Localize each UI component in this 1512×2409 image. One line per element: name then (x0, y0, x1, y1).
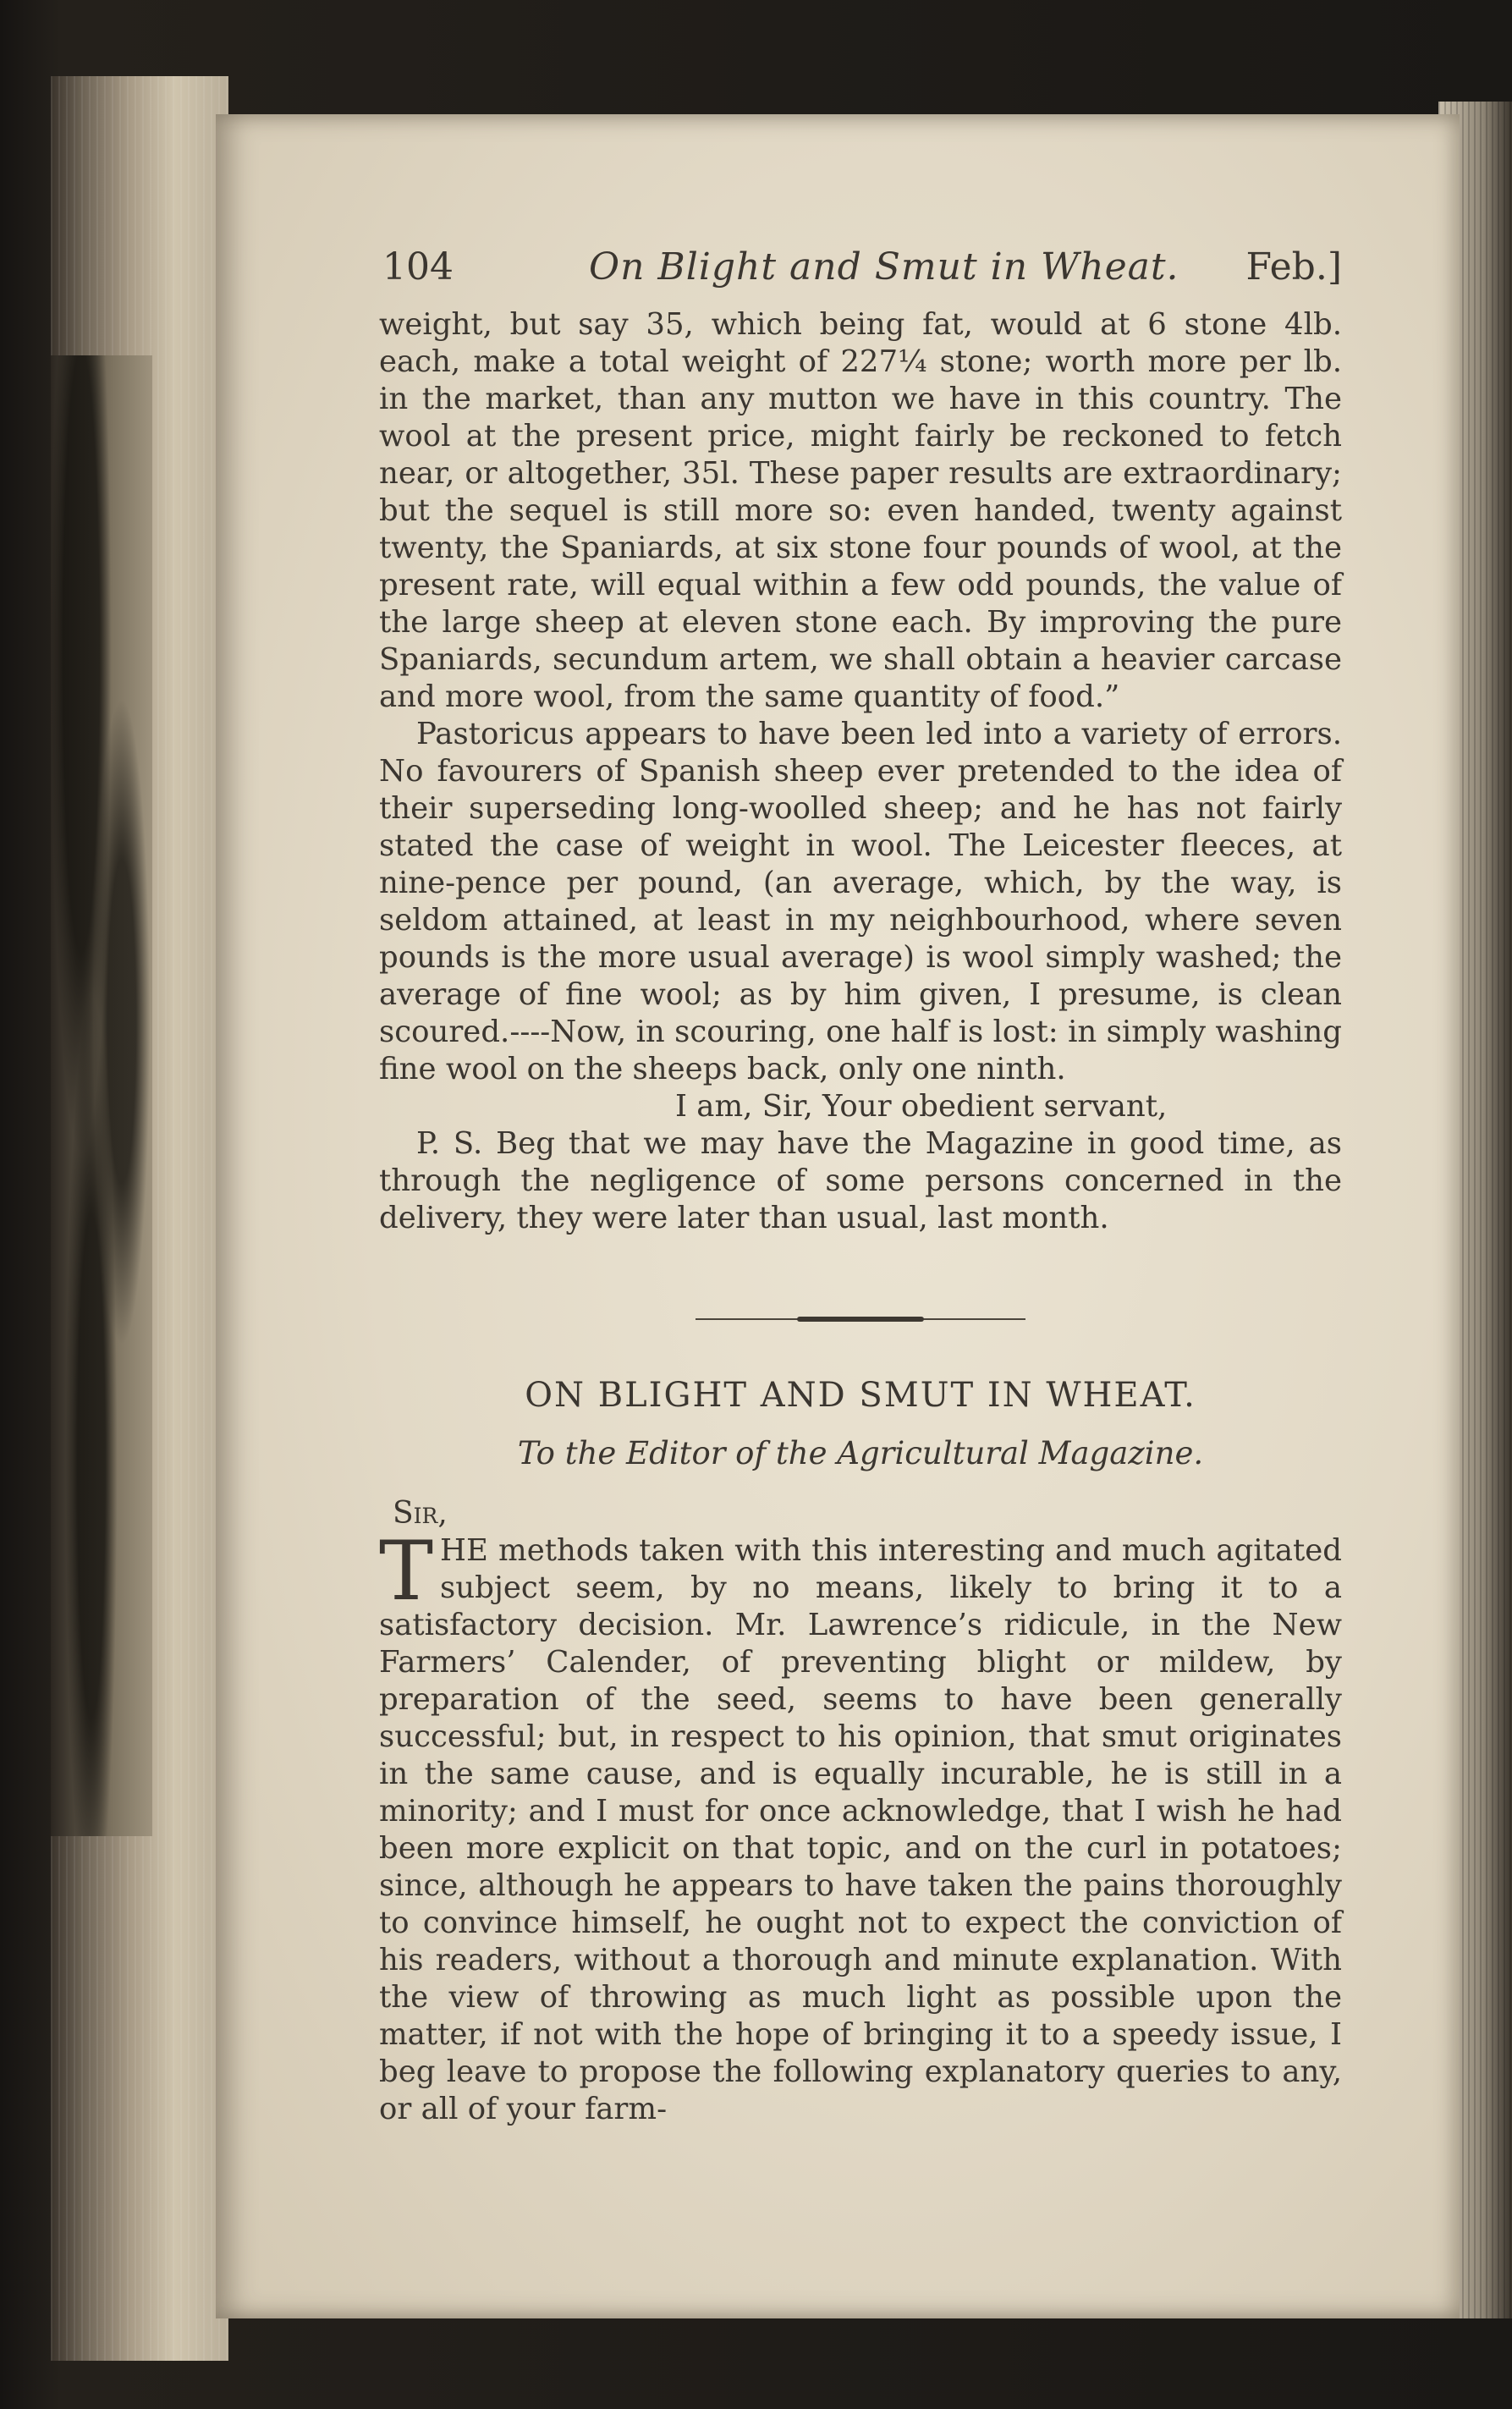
article-heading: ON BLIGHT AND SMUT IN WHEAT. (525, 1376, 1196, 1415)
article-body (379, 1524, 1342, 2128)
section-divider (696, 1318, 1025, 1320)
running-head (379, 245, 1342, 306)
salutation: Sir, (393, 1496, 448, 1531)
drop-cap: T (379, 1524, 434, 1619)
signoff: I am, Sir, Your obedient servant, (675, 1089, 1168, 1124)
article-continuation (379, 306, 1342, 1088)
postscript-block (379, 1125, 1342, 1237)
page-content (379, 245, 1342, 2128)
article-body-text: HE methods taken with this interesting and much agitated subject seem, by no means, likely to bring it to a satisfactory decision. Mr. Lawrence’s ridicule, in the New Farmers’ Calender, of preventing blight or mildew, by preparation of the seed, seems to have been generally successful; but, in respect to his opinion, that smut originates in the same cause, and is equally incurable, he is still in a minority; and I must for once acknowledge, that I wish he had been more explicit on that topic, and on the curl in potatoes; since, although he appears to have taken the pains thoroughly to convince himself, he ought not to expect the conviction of his readers, without a thorough and minute explanation. With the view of throwing as much light as possible upon the matter, if not with the hope of bringing it to a speedy issue, I beg leave to propose the following explanatory queries to any, or all of your farm- (379, 1533, 1342, 2126)
postscript: P. S. Beg that we may have the Magazine in good time, as through the negligence of some persons concerned in the delivery, they were later than usual, last month. (379, 1126, 1342, 1235)
paragraph: Pastoricus appears to have been led into a variety of errors. No favourers of Spanish sheep ever pretended to the idea of their superseding long-woolled sheep; and he has not fairly stated the case of weight in wool. The Leicester fleeces, at nine-pence per pound, (an average, which, by the way, is seldom attained, at least in my neighbourhood, where seven pounds is the more usual average) is wool simply washed; the average of fine wool; as by him given, I presume, is clean scoured.----Now, in scouring, one half is lost: in simply washing fine wool on the sheeps back, only one ninth. (379, 717, 1342, 1086)
paragraph: weight, but say 35, which being fat, would at 6 stone 4lb. each, make a total weight of 227¼ stone; worth more per lb. in the market, than any mutton we have in this country. The wool at the present price, might fairly be reckoned to fetch near, or altogether, 35l. These paper results are extraordinary; but the sequel is still more so: even handed, twenty against twenty, the Spaniards, at six stone four pounds of wool, at the present rate, will equal within a few odd pounds, the value of the large sheep at eleven stone each. By improving the pure Spaniards, secundum artem, we shall obtain a heavier carcase and more wool, from the same quantity of food.” (379, 307, 1342, 714)
page-number: 104 (382, 245, 454, 289)
marbled-cover-edge (51, 355, 152, 1836)
article-subheading: To the Editor of the Agricultural Magazine. (517, 1435, 1204, 1471)
running-title: On Blight and Smut in Wheat. (589, 245, 1179, 289)
running-month: Feb.] (1245, 245, 1342, 289)
